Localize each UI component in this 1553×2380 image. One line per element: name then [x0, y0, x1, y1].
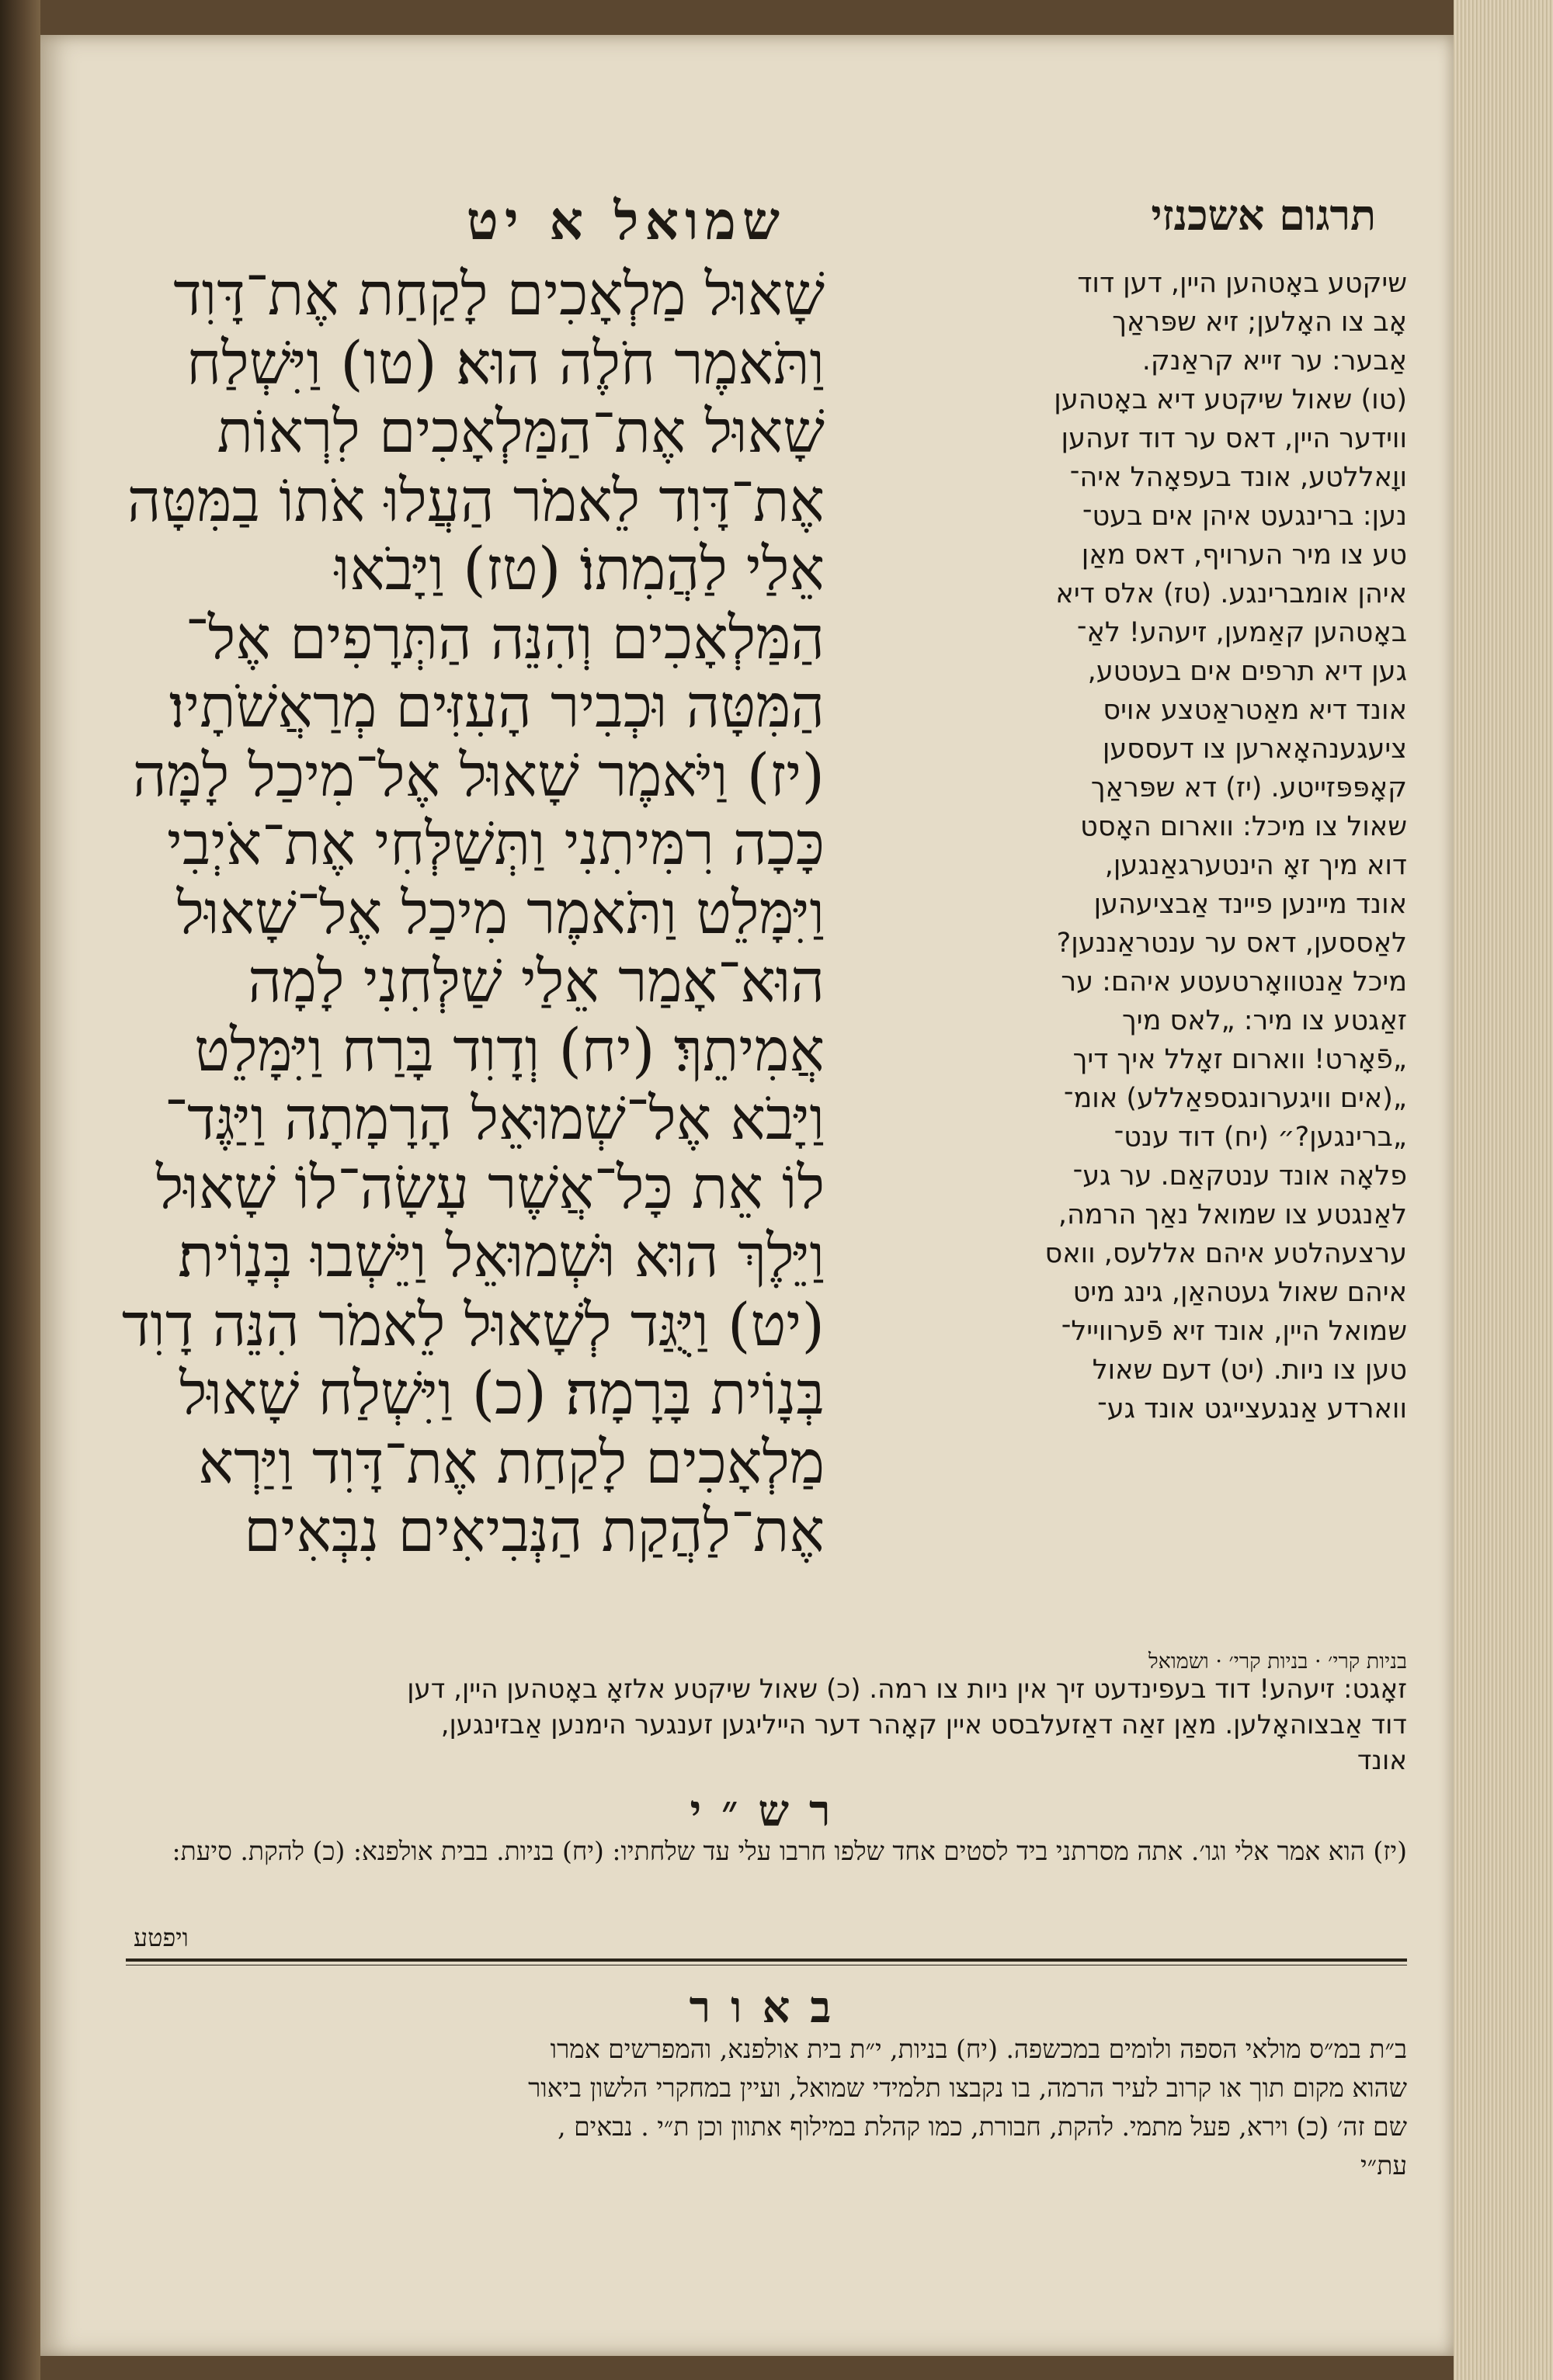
biur-line: שהוא מקום תוך או קרוב לעיר הרמה, בו נקבצו תלמידי שמואל, ועיין במחקרי הלשון ביאור — [528, 2073, 1407, 2103]
main-text-line: בְּנָוֹית בָּרָמָה׃ (כ) וַיִּשְׁלַח שָׁאוּל — [179, 1359, 825, 1428]
translation-line: ווָאללטע, אונד בעפאָהל איה־ — [1069, 462, 1407, 493]
biur-line: ב״ת במ״ס מולאי הספה ולומים במכשפה. (יח) בניות, י״ת בית אולפנא, והמפרשים אמרו — [550, 2034, 1407, 2064]
continuation-line: זאָגט: זיעהע! דוד בעפינדעט זיך אין ניות צו רמה. (כ) שאול שיקטע אלזאָ באָטהען היין, דען — [407, 1674, 1407, 1705]
translation-continuation — [110, 1671, 1407, 1778]
signature-mark: ויפטע — [134, 1923, 189, 1952]
translation-line: שיקטע באָטהען היין, דען דוד — [1077, 268, 1407, 299]
main-text-line: וַיֵּלֶךְ הוּא וּשְׁמוּאֵל וַיֵּשְׁבוּ בְּנָוֹית׃ — [178, 1222, 825, 1290]
main-text-line: אֶת־לַהֲקַת הַנְּבִיאִים נִבְּאִים — [244, 1497, 825, 1565]
main-text-line: אֶת־דָּוִד לֵאמֹר הַעֲלוּ אֹתוֹ בַמִּטָּה — [127, 466, 825, 535]
main-text-line: שָׁאוּל אֶת־הַמַּלְאָכִים לִרְאוֹת — [217, 397, 825, 466]
biur-line: שם זה׳ (כ) וירא, פעל מתמי. להקת, חבורת, כמו קהלת במילוף אתוון וכן ת״י . נבאים , — [558, 2111, 1407, 2142]
main-text-line: לוֹ אֵת כָּל־אֲשֶׁר עָשָׂה־לוֹ שָׁאוּל — [155, 1153, 825, 1222]
main-hebrew-text-column — [110, 260, 825, 1650]
main-text-line: הַמִּטָּה וּכְבִיר הָעִזִּים מְרַאֲשֹׁתָיו׃ — [169, 672, 825, 741]
translation-line: „ברינגען?״ (יח) דוד ענט־ — [1114, 1122, 1407, 1153]
keri-note: בניות קרי׳ · בניות קרי׳ · ושמואל — [1148, 1650, 1407, 1674]
main-text-line: הוּא־אָמַר אֵלַי שַׁלְּחִנִי לָמָה — [248, 947, 825, 1015]
section-divider — [126, 1958, 1407, 1962]
continuation-line: דוד אַבצוהאָלען. מאַן זאַה דאַזעלבסט איין קאָהר דער הייליגען זענגער הימנען אַבזינגען, — [440, 1709, 1407, 1740]
main-text-line: אֲמִיתֵךְ׃ (יח) וְדָוִד בָּרַח וַיִּמָּלֵט — [194, 1015, 825, 1084]
translation-line: אָב צו האָלען; זיא שפּראַך — [1112, 307, 1407, 338]
translation-line: נען: ברינגעט איהן אים בעט־ — [1082, 501, 1407, 532]
translation-line: זאַגטע צו מיר: „לאס מיך — [1121, 1005, 1407, 1036]
translation-line: לאַססען, דאס ער ענטראַננען? — [1056, 928, 1407, 959]
translation-line: (טו) שאול שיקטע דיא באָטהען — [1054, 384, 1407, 415]
translation-line: ערצעהלטע איהם אללעס, וואס — [1044, 1238, 1407, 1269]
main-text-line: וַיִּמָּלֵט וַתֹּאמֶר מִיכַל אֶל־שָׁאוּל — [176, 878, 825, 947]
translation-line: שמואל היין, אונד זיא פֿערווייל־ — [1061, 1316, 1407, 1347]
translation-line: „פֿאָרט! ווארום זאָלל איך דיך — [1072, 1044, 1407, 1075]
translation-header: תרגום אשכנזי — [1151, 190, 1376, 240]
biur-heading: באור — [689, 1982, 852, 2033]
translation-line: לאַנגטע צו שמואל נאַך הרמה, — [1058, 1199, 1407, 1230]
main-text-line: הַמַּלְאָכִים וְהִנֵּה הַתְּרָפִים אֶל־ — [185, 603, 825, 672]
biur-line: עת״י — [1360, 2150, 1407, 2181]
biur-commentary — [110, 2030, 1407, 2185]
translation-column — [832, 264, 1407, 1669]
main-text-line: מַלְאָכִים לָקַחַת אֶת־דָּוִד וַיַּרְא — [198, 1428, 825, 1497]
translation-line: אונד דיא מאַטראַטצע אויס — [1103, 695, 1407, 726]
main-text-line: כָּכָה רִמִּיתִנִי וַתְּשַׁלְּחִי אֶת־אֹיְבִי — [167, 810, 825, 878]
translation-line: ווידער היין, דאס ער דוד זעהען — [1061, 423, 1407, 454]
main-text-line: שָׁאוּל מַלְאָכִים לָקַחַת אֶת־דָּוִד — [173, 260, 825, 328]
translation-line: באָטהען קאַמען, זיעהע! לאַ־ — [1076, 617, 1407, 648]
translation-line: איהן אומברינגע. (טז) אלס דיא — [1055, 578, 1407, 609]
translation-line: פלאָה אונד ענטקאַם. ער גע־ — [1072, 1161, 1407, 1192]
translation-line: שאול צו מיכל: ווארום האָסט — [1080, 811, 1407, 842]
translation-line: מיכל אַנטוואָרטעטע איהם: ער — [1061, 966, 1407, 997]
main-text-line: וַתֹּאמֶר חֹלֶה הוּא׃ (טו) וַיִּשְׁלַח — [186, 328, 825, 397]
translation-line: „(אים וויגערונגספאַללע) אומ־ — [1063, 1083, 1407, 1114]
translation-line: אונד מיינען פיינד אַבציעהען — [1093, 889, 1407, 920]
book-page — [40, 35, 1454, 2356]
main-text-line: (יז) וַיֹּאמֶר שָׁאוּל אֶל־מִיכַל לָמָּה — [132, 741, 825, 810]
translation-line: דוא מיך זאָ הינטערגאַנגען, — [1104, 850, 1407, 881]
translation-line: קאָפּפּזייטע. (יז) דא שפּראַך — [1090, 772, 1407, 803]
rashi-heading: רש״י — [690, 1785, 851, 1837]
translation-line: אַבער: ער זייא קראַנק. — [1141, 345, 1407, 376]
book-chapter-header: שמואל א יט — [466, 190, 786, 252]
translation-line: ווארדע אַנגעצייגט אונד גע־ — [1097, 1393, 1407, 1424]
page-edges — [1454, 0, 1553, 2380]
translation-line: גען דיא תרפים אים בעטטע, — [1087, 656, 1407, 687]
translation-line: ציעגענהאָארען צו דעססען — [1102, 734, 1407, 765]
continuation-line: אונד — [1357, 1745, 1407, 1776]
main-text-line: וַיָּבֹא אֶל־שְׁמוּאֵל הָרָמָתָה וַיַּגֶּד־ — [164, 1084, 825, 1153]
translation-line: טע צו מיר הערויף, דאס מאַן — [1081, 539, 1407, 571]
translation-line: טען צו ניות. (יט) דעם שאול — [1092, 1355, 1407, 1386]
rashi-commentary: (יז) הוא אמר אלי וגו׳. אתה מסרתני ביד לסטים אחד שלפו חרבו עלי עד שלחתיו: (יח) בניות. בבית אולפנא: (כ) להקת. סיעת: — [172, 1836, 1407, 1866]
translation-line: איהם שאול געטהאַן, גינג מיט — [1072, 1277, 1407, 1308]
book-spine-shadow — [0, 0, 40, 2380]
main-text-line: (יט) וַיֻּגַּד לְשָׁאוּל לֵאמֹר הִנֵּה דָוִד — [121, 1290, 825, 1359]
main-text-line: אֵלַי לַהֲמִתוֹ׃ (טז) וַיָּבֹאוּ — [334, 535, 825, 603]
